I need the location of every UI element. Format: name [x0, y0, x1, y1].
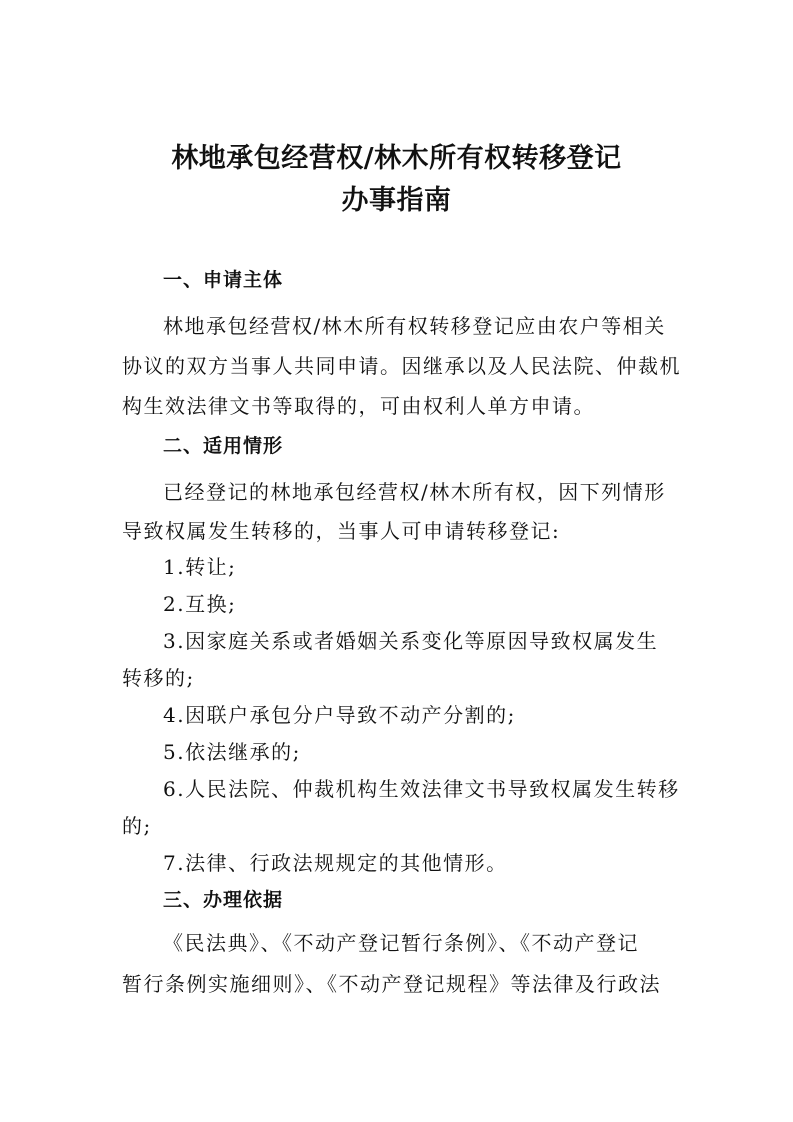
list-item: 1.转让; [163, 555, 237, 579]
list-item: 4.因联户承包分户导致不动产分割的; [163, 703, 516, 727]
list-item: 6.人民法院、仲裁机构生效法律文书导致权属发生转移 [163, 777, 680, 801]
paragraph-line: 构生效法律文书等取得的，可由权利人单方申请。 [122, 394, 595, 418]
document-title-line-1: 林地承包经营权/林木所有权转移登记 [171, 143, 622, 174]
paragraph-line: 林地承包经营权/林木所有权转移登记应由农户等相关 [163, 314, 666, 338]
paragraph-line: 已经登记的林地承包经营权/林木所有权，因下列情形 [163, 480, 666, 504]
paragraph-line: 导致权属发生转移的，当事人可申请转移登记: [122, 519, 561, 543]
list-item: 7.法律、行政法规规定的其他情形。 [163, 851, 508, 875]
list-item: 5.依法继承的; [163, 740, 301, 764]
section-heading-applicant: 一、申请主体 [163, 269, 284, 291]
list-item-continuation: 转移的; [122, 666, 195, 690]
list-item: 2.互换; [163, 592, 237, 616]
paragraph-line: 协议的双方当事人共同申请。因继承以及人民法院、仲裁机 [122, 354, 681, 378]
section-heading-legal-basis: 三、办理依据 [163, 889, 284, 911]
list-item-continuation: 的; [122, 814, 152, 838]
list-item: 3.因家庭关系或者婚姻关系变化等原因导致权属发生 [163, 629, 659, 653]
paragraph-line: 《民法典》、《不动产登记暂行条例》、《不动产登记 [163, 931, 639, 955]
section-heading-applicable-cases: 二、适用情形 [163, 435, 284, 457]
paragraph-line: 暂行条例实施细则》、《不动产登记规程》等法律及行政法 [122, 972, 661, 996]
document-title-line-2: 办事指南 [341, 185, 452, 216]
